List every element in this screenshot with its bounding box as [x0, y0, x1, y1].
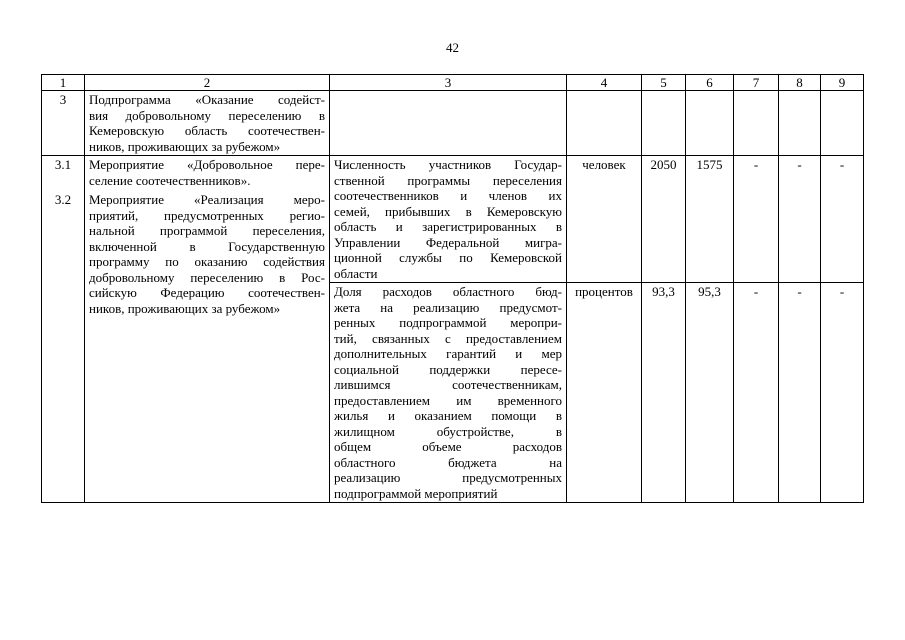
- indicator-unit: процентов: [567, 283, 642, 503]
- measure-number: 3.1: [54, 157, 72, 172]
- subprogram-name-line: ников, проживающих за рубежом»: [89, 138, 281, 154]
- indicator-value-col6: 95,3: [686, 283, 734, 503]
- subprogram-name: [85, 91, 330, 156]
- indicator-name: [330, 283, 567, 503]
- table-header-row: [42, 75, 864, 91]
- measure-name-line: добровольному переселению в Рос-: [89, 269, 325, 285]
- indicator-name-line: реализацию предусмотренных: [334, 470, 562, 485]
- measure-number: 3.2: [54, 192, 72, 207]
- header-cell-1: 1: [42, 75, 85, 91]
- indicator-value-col7: -: [734, 283, 779, 503]
- measure-name-line: Мероприятие «Реализация меро-: [89, 192, 325, 207]
- indicator-name-line: областного бюджета на: [334, 454, 562, 470]
- subprogram-row: [42, 91, 864, 156]
- indicator-name-line: жета на реализацию предусмот-: [334, 299, 562, 315]
- empty-cell: [686, 91, 734, 156]
- indicator-name-line: предоставлением им временного: [334, 392, 562, 408]
- indicator-name-line: дополнительных гарантий и мер: [334, 346, 562, 361]
- page-number: 42: [446, 40, 459, 55]
- header-cell-9: 9: [821, 75, 864, 91]
- indicator-name-line: лившимся соотечественникам,: [334, 377, 562, 392]
- measure-name-line: нальной программой переселения,: [89, 223, 325, 238]
- indicator-value-col7: -: [734, 156, 779, 283]
- header-cell-3: 3: [330, 75, 567, 91]
- empty-cell: [821, 91, 864, 156]
- indicator-name-line: ционной службы по Кемеровской: [334, 250, 562, 265]
- indicator-name-line: тий, связанных с предоставлением: [334, 330, 562, 346]
- header-cell-7: 7: [734, 75, 779, 91]
- indicator-name-line: общем объеме расходов: [334, 439, 562, 454]
- indicator-row-1: [42, 156, 864, 283]
- header-cell-5: 5: [642, 75, 686, 91]
- subprogram-number: 3: [42, 91, 85, 156]
- indicator-name-line: область и зарегистрированных в: [334, 219, 562, 234]
- indicator-name: [330, 156, 567, 283]
- measure-names: [85, 156, 330, 503]
- measure-name-line: ников, проживающих за рубежом»: [89, 300, 281, 316]
- measure-name-line: программу по оказанию содействия: [89, 254, 325, 269]
- indicator-value-col6: 1575: [686, 156, 734, 283]
- header-cell-6: 6: [686, 75, 734, 91]
- empty-cell: [330, 91, 567, 156]
- indicator-value-col5: 2050: [642, 156, 686, 283]
- indicator-value-col8: -: [779, 283, 821, 503]
- subprogram-name-line: Подпрограмма «Оказание содейст-: [89, 92, 325, 107]
- indicator-name-line: жилищном обустройстве, в: [334, 423, 562, 439]
- indicators-table: [41, 74, 864, 503]
- header-cell-8: 8: [779, 75, 821, 91]
- indicator-name-line: Доля расходов областного бюд-: [334, 284, 562, 299]
- measure-name-line: включенной в Государственную: [89, 238, 325, 254]
- measure-name-line: приятий, предусмотренных регио-: [89, 207, 325, 223]
- indicator-name-line: соотечественников и членов их: [334, 188, 562, 203]
- measure-name-line: сийскую Федерацию соотечествен-: [89, 285, 325, 300]
- indicator-name-line: области: [334, 265, 378, 281]
- indicator-unit: человек: [567, 156, 642, 283]
- empty-cell: [642, 91, 686, 156]
- measure-name-line: селение соотечественников».: [89, 172, 251, 188]
- empty-cell: [734, 91, 779, 156]
- subprogram-name-line: вия добровольному переселению в: [89, 107, 325, 123]
- header-cell-4: 4: [567, 75, 642, 91]
- subprogram-name-line: Кемеровскую область соотечествен-: [89, 123, 325, 138]
- indicator-value-col9: -: [821, 283, 864, 503]
- header-cell-2: 2: [85, 75, 330, 91]
- indicator-name-line: семей, прибывших в Кемеровскую: [334, 203, 562, 219]
- measure-name-line: Мероприятие «Добровольное пере-: [89, 157, 325, 172]
- indicator-value-col9: -: [821, 156, 864, 283]
- indicator-value-col5: 93,3: [642, 283, 686, 503]
- indicator-name-line: подпрограммой мероприятий: [334, 485, 498, 501]
- indicator-name-line: жилья и оказанием помощи в: [334, 408, 562, 423]
- empty-cell: [779, 91, 821, 156]
- indicator-name-line: ренных подпрограммой меропри-: [334, 315, 562, 330]
- empty-cell: [567, 91, 642, 156]
- indicator-name-line: социальной поддержки пересе-: [334, 361, 562, 377]
- measure-numbers: [42, 156, 85, 503]
- indicator-name-line: ственной программы переселения: [334, 172, 562, 188]
- indicator-name-line: Численность участников Государ-: [334, 157, 562, 172]
- indicator-name-line: Управлении Федеральной мигра-: [334, 234, 562, 250]
- indicator-value-col8: -: [779, 156, 821, 283]
